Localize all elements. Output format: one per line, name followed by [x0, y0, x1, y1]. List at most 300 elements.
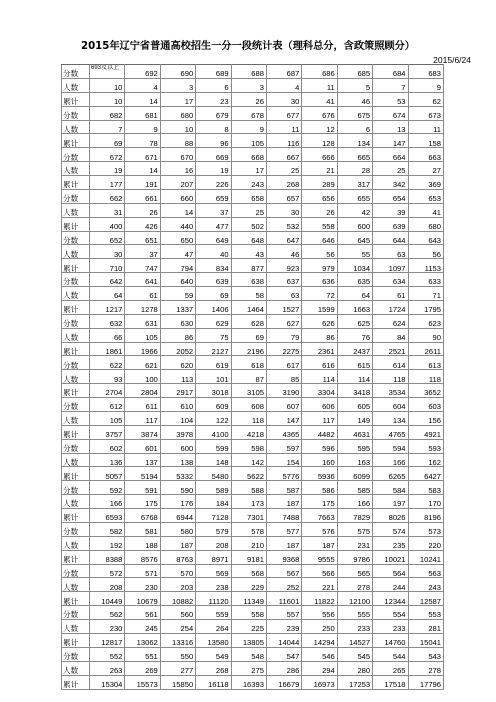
cumulative-cell: 12100	[337, 592, 372, 606]
cumulative-cell: 8196	[408, 509, 443, 523]
score-cell: 590	[160, 481, 195, 495]
count-row	[62, 370, 444, 384]
cumulative-cell: 4100	[196, 425, 231, 439]
score-cell: 635	[337, 273, 372, 287]
cumulative-cell: 16393	[231, 675, 266, 690]
cumulative-cell: 4482	[302, 425, 337, 439]
score-row	[62, 398, 444, 412]
count-cell: 72	[302, 287, 337, 301]
page-title: 2015年辽宁省普通高校招生一分一段统计表（理科总分，含政策照顾分）	[81, 41, 415, 52]
cumulative-cell: 979	[302, 259, 337, 273]
score-cell: 687	[266, 65, 301, 79]
count-cell: 30	[266, 203, 301, 217]
score-cell: 650	[160, 231, 195, 245]
count-cell: 71	[408, 287, 443, 301]
row-label: 分数	[62, 106, 90, 120]
count-cell: 64	[337, 287, 372, 301]
score-row	[62, 65, 444, 79]
cumulative-cell: 3874	[125, 425, 160, 439]
score-cell: 665	[337, 148, 372, 162]
cumulative-cell: 16679	[266, 675, 301, 690]
score-cell: 603	[408, 398, 443, 412]
count-cell: 26	[125, 203, 160, 217]
count-cell: 17	[231, 162, 266, 176]
count-cell: 210	[231, 536, 266, 550]
score-cell: 636	[302, 273, 337, 287]
cumulative-row	[62, 675, 444, 690]
score-cell: 619	[196, 356, 231, 370]
count-cell: 245	[125, 620, 160, 634]
count-cell: 203	[160, 578, 195, 592]
cumulative-cell: 4218	[231, 425, 266, 439]
score-cell: 689	[196, 65, 231, 79]
count-cell: 187	[266, 495, 301, 509]
count-cell: 14	[125, 162, 160, 176]
cumulative-cell: 834	[196, 259, 231, 273]
cumulative-cell: 1795	[408, 300, 443, 314]
count-cell: 156	[408, 411, 443, 425]
cumulative-cell: 8026	[373, 509, 408, 523]
score-cell: 565	[337, 564, 372, 578]
score-cell: 577	[266, 522, 301, 536]
cumulative-cell: 13316	[160, 633, 195, 647]
score-cell: 655	[337, 189, 372, 203]
score-cell: 639	[196, 273, 231, 287]
score-cell: 677	[266, 106, 301, 120]
count-row	[62, 203, 444, 217]
cumulative-cell: 191	[125, 176, 160, 190]
row-label: 分数	[62, 356, 90, 370]
cumulative-row	[62, 176, 444, 190]
cumulative-cell: 5776	[266, 467, 301, 481]
cumulative-cell: 317	[337, 176, 372, 190]
score-cell: 561	[125, 606, 160, 620]
count-cell: 31	[90, 203, 125, 217]
score-cell: 604	[373, 398, 408, 412]
cumulative-cell: 2611	[408, 342, 443, 356]
score-cell: 578	[231, 522, 266, 536]
row-label: 人数	[62, 411, 90, 425]
score-cell: 562	[90, 606, 125, 620]
count-cell: 184	[196, 495, 231, 509]
cumulative-cell: 13062	[125, 633, 160, 647]
count-cell: 233	[373, 620, 408, 634]
count-cell: 13	[373, 120, 408, 134]
count-cell: 7	[90, 120, 125, 134]
count-cell: 43	[231, 245, 266, 259]
count-cell: 19	[90, 162, 125, 176]
count-cell: 114	[302, 370, 337, 384]
row-label: 分数	[62, 564, 90, 578]
score-cell: 554	[373, 606, 408, 620]
score-cell: 594	[373, 439, 408, 453]
row-label: 分数	[62, 522, 90, 536]
cumulative-cell: 62	[408, 92, 443, 106]
count-row	[62, 620, 444, 634]
score-cell: 551	[125, 647, 160, 661]
count-cell: 41	[408, 203, 443, 217]
cumulative-cell: 268	[266, 176, 301, 190]
count-cell: 6	[196, 78, 231, 92]
count-cell: 275	[231, 661, 266, 675]
count-cell: 37	[125, 245, 160, 259]
count-cell: 176	[160, 495, 195, 509]
cumulative-cell: 2917	[160, 384, 195, 398]
cumulative-cell: 8388	[90, 550, 125, 564]
cumulative-cell: 7488	[266, 509, 301, 523]
cumulative-cell: 10	[90, 92, 125, 106]
score-cell: 633	[408, 273, 443, 287]
cumulative-cell: 5332	[160, 467, 195, 481]
count-cell: 166	[337, 495, 372, 509]
row-label: 人数	[62, 370, 90, 384]
count-cell: 3	[231, 78, 266, 92]
count-cell: 118	[373, 370, 408, 384]
count-cell: 55	[337, 245, 372, 259]
count-cell: 147	[266, 411, 301, 425]
cumulative-row	[62, 425, 444, 439]
count-cell: 101	[196, 370, 231, 384]
score-cell: 567	[266, 564, 301, 578]
count-cell: 90	[408, 328, 443, 342]
cumulative-cell: 3018	[196, 384, 231, 398]
count-cell: 84	[373, 328, 408, 342]
count-cell: 239	[266, 620, 301, 634]
cumulative-cell: 923	[266, 259, 301, 273]
count-cell: 59	[160, 287, 195, 301]
count-cell: 27	[408, 162, 443, 176]
count-cell: 149	[337, 411, 372, 425]
cumulative-cell: 9555	[302, 550, 337, 564]
row-label: 累计	[62, 633, 90, 647]
score-cell: 544	[373, 647, 408, 661]
cumulative-cell: 105	[231, 134, 266, 148]
cumulative-cell: 7663	[302, 509, 337, 523]
score-cell: 641	[125, 273, 160, 287]
cumulative-cell: 6099	[337, 467, 372, 481]
cumulative-cell: 2127	[196, 342, 231, 356]
score-cell: 571	[125, 564, 160, 578]
count-cell: 4	[266, 78, 301, 92]
count-cell: 64	[90, 287, 125, 301]
row-label: 累计	[62, 300, 90, 314]
cumulative-cell: 3418	[337, 384, 372, 398]
count-cell: 138	[160, 453, 195, 467]
score-cell: 664	[373, 148, 408, 162]
score-row	[62, 273, 444, 287]
count-cell: 21	[302, 162, 337, 176]
count-cell: 286	[266, 661, 301, 675]
score-cell: 621	[125, 356, 160, 370]
count-cell: 208	[90, 578, 125, 592]
cumulative-cell: 1153	[408, 259, 443, 273]
cumulative-cell: 6427	[408, 467, 443, 481]
score-cell: 678	[231, 106, 266, 120]
count-row	[62, 328, 444, 342]
cumulative-cell: 1217	[90, 300, 125, 314]
row-label: 人数	[62, 495, 90, 509]
count-row	[62, 162, 444, 176]
score-cell: 569	[196, 564, 231, 578]
count-cell: 137	[125, 453, 160, 467]
count-cell: 187	[302, 536, 337, 550]
count-cell: 160	[302, 453, 337, 467]
score-cell: 610	[160, 398, 195, 412]
cumulative-cell: 1464	[231, 300, 266, 314]
count-cell: 118	[231, 411, 266, 425]
count-cell: 11	[408, 120, 443, 134]
count-cell: 25	[373, 162, 408, 176]
count-cell: 264	[196, 620, 231, 634]
cumulative-cell: 11601	[266, 592, 301, 606]
cumulative-row	[62, 300, 444, 314]
cumulative-cell: 6593	[90, 509, 125, 523]
cumulative-cell: 10241	[408, 550, 443, 564]
count-cell: 63	[266, 287, 301, 301]
cumulative-cell: 9786	[337, 550, 372, 564]
score-cell: 556	[302, 606, 337, 620]
cumulative-cell: 4765	[373, 425, 408, 439]
cumulative-cell: 128	[302, 134, 337, 148]
count-cell: 175	[302, 495, 337, 509]
score-cell: 670	[160, 148, 195, 162]
cumulative-cell: 12344	[373, 592, 408, 606]
score-cell: 573	[408, 522, 443, 536]
score-cell: 609	[196, 398, 231, 412]
count-cell: 100	[125, 370, 160, 384]
cumulative-cell: 17796	[408, 675, 443, 690]
count-row	[62, 120, 444, 134]
cumulative-row	[62, 342, 444, 356]
score-cell: 623	[408, 314, 443, 328]
score-cell: 667	[266, 148, 301, 162]
score-cell: 607	[266, 398, 301, 412]
score-cell: 545	[337, 647, 372, 661]
row-label: 人数	[62, 328, 90, 342]
score-cell: 645	[337, 231, 372, 245]
row-label: 累计	[62, 425, 90, 439]
count-cell: 250	[302, 620, 337, 634]
count-cell: 117	[125, 411, 160, 425]
score-cell: 661	[125, 189, 160, 203]
score-cell: 647	[266, 231, 301, 245]
count-row	[62, 578, 444, 592]
row-label: 分数	[62, 273, 90, 287]
count-cell: 69	[196, 287, 231, 301]
cumulative-cell: 639	[373, 217, 408, 231]
score-cell: 543	[408, 647, 443, 661]
cumulative-row	[62, 509, 444, 523]
row-label: 人数	[62, 120, 90, 134]
score-cell: 563	[408, 564, 443, 578]
cumulative-cell: 8971	[196, 550, 231, 564]
cumulative-cell: 14044	[266, 633, 301, 647]
score-cell: 637	[266, 273, 301, 287]
cumulative-cell: 13580	[196, 633, 231, 647]
cumulative-cell: 11822	[302, 592, 337, 606]
count-cell: 277	[160, 661, 195, 675]
cumulative-cell: 8763	[160, 550, 195, 564]
count-cell: 104	[160, 411, 195, 425]
cumulative-cell: 502	[231, 217, 266, 231]
count-row	[62, 536, 444, 550]
count-cell: 229	[231, 578, 266, 592]
cumulative-cell: 3652	[408, 384, 443, 398]
cumulative-cell: 1278	[125, 300, 160, 314]
cumulative-cell: 41	[302, 92, 337, 106]
cumulative-cell: 1861	[90, 342, 125, 356]
cumulative-row	[62, 384, 444, 398]
row-label: 累计	[62, 134, 90, 148]
score-cell: 685	[337, 65, 372, 79]
count-cell: 254	[160, 620, 195, 634]
cumulative-cell: 11120	[196, 592, 231, 606]
score-cell: 672	[90, 148, 125, 162]
cumulative-row	[62, 92, 444, 106]
count-cell: 40	[196, 245, 231, 259]
score-cell: 589	[196, 481, 231, 495]
count-cell: 134	[373, 411, 408, 425]
count-row	[62, 495, 444, 509]
count-row	[62, 78, 444, 92]
count-cell: 25	[266, 162, 301, 176]
score-cell: 625	[337, 314, 372, 328]
cumulative-cell: 5936	[302, 467, 337, 481]
count-row	[62, 411, 444, 425]
score-cell: 620	[160, 356, 195, 370]
cumulative-cell: 5194	[125, 467, 160, 481]
count-cell: 56	[408, 245, 443, 259]
cumulative-cell: 16118	[196, 675, 231, 690]
score-cell: 614	[373, 356, 408, 370]
cumulative-cell: 2052	[160, 342, 195, 356]
score-cell: 679	[196, 106, 231, 120]
cumulative-cell: 369	[408, 176, 443, 190]
cumulative-cell: 877	[231, 259, 266, 273]
row-label: 人数	[62, 661, 90, 675]
count-cell: 208	[196, 536, 231, 550]
cumulative-cell: 4365	[266, 425, 301, 439]
cumulative-row	[62, 467, 444, 481]
count-cell: 231	[337, 536, 372, 550]
cumulative-cell: 477	[196, 217, 231, 231]
cumulative-cell: 3190	[266, 384, 301, 398]
score-cell: 559	[196, 606, 231, 620]
cumulative-cell: 1527	[266, 300, 301, 314]
score-row	[62, 148, 444, 162]
score-cell: 557	[266, 606, 301, 620]
row-label: 分数	[62, 647, 90, 661]
score-cell: 606	[302, 398, 337, 412]
count-cell: 265	[373, 661, 408, 675]
score-cell: 576	[302, 522, 337, 536]
cumulative-cell: 116	[266, 134, 301, 148]
cumulative-cell: 30	[266, 92, 301, 106]
score-cell: 671	[125, 148, 160, 162]
count-cell: 233	[337, 620, 372, 634]
cumulative-cell: 9368	[266, 550, 301, 564]
count-cell: 66	[90, 328, 125, 342]
score-cell: 568	[231, 564, 266, 578]
count-cell: 10	[160, 120, 195, 134]
score-cell: 595	[337, 439, 372, 453]
cumulative-cell: 6944	[160, 509, 195, 523]
cumulative-cell: 78	[125, 134, 160, 148]
cumulative-row	[62, 550, 444, 564]
score-cell: 686	[302, 65, 337, 79]
row-label: 人数	[62, 245, 90, 259]
cumulative-cell: 1097	[373, 259, 408, 273]
row-label: 人数	[62, 162, 90, 176]
score-row	[62, 606, 444, 620]
row-label: 人数	[62, 78, 90, 92]
count-cell: 12	[302, 120, 337, 134]
score-cell: 615	[337, 356, 372, 370]
cumulative-cell: 3534	[373, 384, 408, 398]
count-cell: 58	[231, 287, 266, 301]
score-cell: 662	[90, 189, 125, 203]
count-cell: 136	[90, 453, 125, 467]
report-date: 2015/6/24	[433, 55, 471, 65]
count-cell: 122	[196, 411, 231, 425]
count-cell: 170	[408, 495, 443, 509]
cumulative-cell: 289	[302, 176, 337, 190]
score-cell: 624	[373, 314, 408, 328]
score-cell: 598	[231, 439, 266, 453]
count-cell: 11	[266, 120, 301, 134]
count-cell: 63	[373, 245, 408, 259]
cumulative-cell: 3105	[231, 384, 266, 398]
count-cell: 294	[302, 661, 337, 675]
count-cell: 7	[373, 78, 408, 92]
score-cell: 669	[196, 148, 231, 162]
cumulative-cell: 1337	[160, 300, 195, 314]
count-row	[62, 661, 444, 675]
score-cell: 630	[160, 314, 195, 328]
cumulative-cell: 7829	[337, 509, 372, 523]
cumulative-row	[62, 217, 444, 231]
score-cell: 575	[337, 522, 372, 536]
count-cell: 105	[90, 411, 125, 425]
score-cell: 586	[302, 481, 337, 495]
score-cell: 585	[337, 481, 372, 495]
count-cell: 175	[125, 495, 160, 509]
score-cell: 550	[160, 647, 195, 661]
cumulative-cell: 7301	[231, 509, 266, 523]
score-cell: 690	[160, 65, 195, 79]
cumulative-cell: 2361	[302, 342, 337, 356]
count-cell: 113	[160, 370, 195, 384]
cumulative-cell: 226	[196, 176, 231, 190]
count-cell: 280	[337, 661, 372, 675]
count-cell: 76	[337, 328, 372, 342]
score-cell: 612	[90, 398, 125, 412]
score-cell: 654	[373, 189, 408, 203]
count-cell: 85	[266, 370, 301, 384]
score-cell: 663	[408, 148, 443, 162]
score-cell: 640	[160, 273, 195, 287]
count-row	[62, 287, 444, 301]
count-cell: 187	[266, 536, 301, 550]
score-row	[62, 647, 444, 661]
cumulative-cell: 15850	[160, 675, 195, 690]
score-cell: 627	[266, 314, 301, 328]
cumulative-cell: 12817	[90, 633, 125, 647]
score-cell: 555	[337, 606, 372, 620]
count-cell: 39	[373, 203, 408, 217]
score-cell: 681	[125, 106, 160, 120]
count-cell: 278	[408, 661, 443, 675]
